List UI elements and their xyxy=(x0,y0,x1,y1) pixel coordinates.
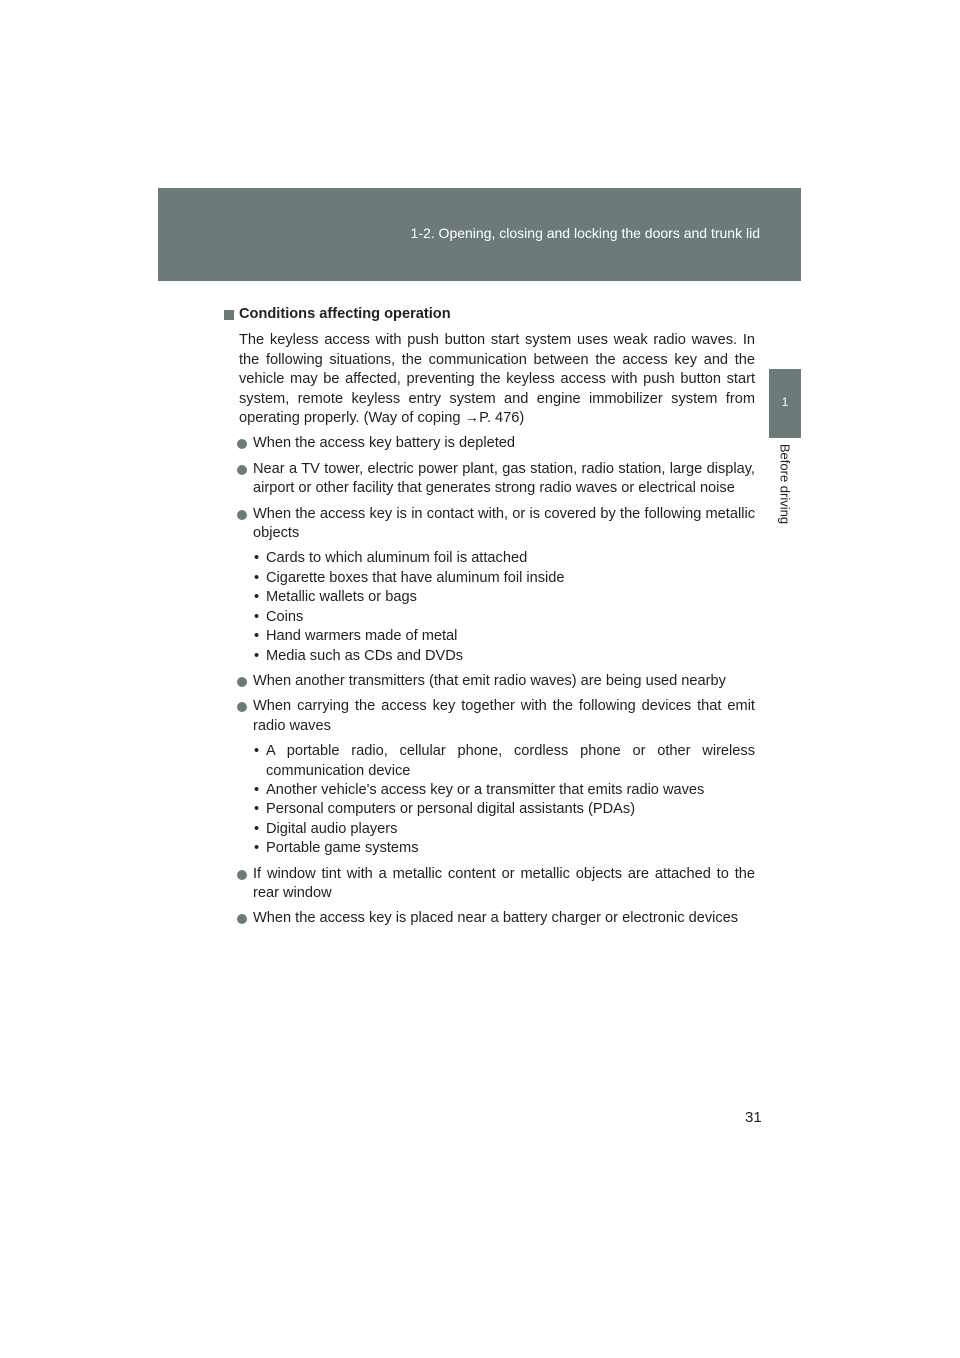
list-item xyxy=(224,909,755,928)
sub-list-item xyxy=(224,781,755,800)
sub-list-item xyxy=(224,839,755,858)
sub-list-item-text: Personal computers or personal digital assistants (PDAs) xyxy=(266,801,636,818)
intro-paragraph: The keyless access with push button start system uses weak radio waves. In the following situations, the communication between the access key and the vehicle may be affected, preventing the keyless access with push button start system, remote keyless entry system and engine immobilizer system from operating properly. (Way of coping →P. 476) xyxy=(239,332,755,427)
sub-list xyxy=(224,742,755,858)
circle-bullet-icon xyxy=(237,465,247,475)
section-title: 1-2. Opening, closing and locking the doors and trunk lid xyxy=(410,225,760,241)
chapter-tab xyxy=(769,369,801,438)
circle-bullet-icon xyxy=(237,677,247,687)
circle-bullet-icon xyxy=(237,914,247,924)
sub-list-item-text: Cards to which aluminum foil is attached xyxy=(266,550,528,567)
list-item xyxy=(224,460,755,499)
sub-list-item xyxy=(224,800,755,819)
bullet-dot-icon: • xyxy=(254,569,260,586)
list-item-text: Near a TV tower, electric power plant, gas station, radio station, large display, airport or other facility that generates strong radio waves or electrical noise xyxy=(253,460,755,497)
bullet-dot-icon: • xyxy=(254,608,260,625)
bullet-dot-icon: • xyxy=(254,781,260,798)
page-number: 31 xyxy=(745,1109,762,1126)
sub-list-item xyxy=(224,647,755,666)
sub-list-item xyxy=(224,627,755,646)
section-heading xyxy=(224,305,755,324)
list-item-text: When carrying the access key together with the following devices that emit radio waves xyxy=(253,698,755,734)
chapter-label: Before driving xyxy=(777,443,793,525)
circle-bullet-icon xyxy=(237,702,247,712)
sub-list-item-text: Coins xyxy=(266,608,304,625)
bullet-dot-icon: • xyxy=(254,743,260,760)
sub-list-item xyxy=(224,820,755,839)
page-content xyxy=(224,305,755,935)
bullet-dot-icon: • xyxy=(254,647,260,664)
list-item-text: If window tint with a metallic content or metallic objects are attached to the rear window xyxy=(253,865,755,901)
list-item xyxy=(224,697,755,736)
bullet-dot-icon: • xyxy=(254,589,260,606)
sub-list-item-text: Metallic wallets or bags xyxy=(266,589,417,606)
list-item-text: When another transmitters (that emit radio waves) are being used nearby xyxy=(253,672,726,689)
list-item-text: When the access key is in contact with, or is covered by the following metallic objects xyxy=(253,505,755,542)
list-item xyxy=(224,434,755,453)
bullet-dot-icon: • xyxy=(254,628,260,645)
sub-list-item xyxy=(224,569,755,588)
square-bullet-icon xyxy=(224,310,234,320)
section-heading-text: Conditions affecting operation xyxy=(239,306,451,322)
sub-list-item xyxy=(224,588,755,607)
circle-bullet-icon xyxy=(237,870,247,880)
sub-list-item-text: A portable radio, cellular phone, cordless phone or other wireless communication device xyxy=(266,743,755,779)
sub-list-item xyxy=(224,549,755,568)
sub-list-item-text: Another vehicle's access key or a transmitter that emits radio waves xyxy=(266,781,705,798)
chapter-number: 1 xyxy=(781,395,789,409)
list-item xyxy=(224,672,755,691)
list-item-text: When the access key is placed near a battery charger or electronic devices xyxy=(253,910,739,927)
sub-list-item-text: Cigarette boxes that have aluminum foil inside xyxy=(266,569,565,586)
sub-list-item-text: Hand warmers made of metal xyxy=(266,628,458,645)
bullet-dot-icon: • xyxy=(254,840,260,857)
list-item xyxy=(224,505,755,544)
condition-list xyxy=(224,434,755,928)
bullet-dot-icon: • xyxy=(254,550,260,567)
bullet-dot-icon: • xyxy=(254,801,260,818)
sub-list-item-text: Media such as CDs and DVDs xyxy=(266,647,464,664)
sub-list-item xyxy=(224,742,755,781)
sub-list xyxy=(224,549,755,665)
sub-list-item xyxy=(224,608,755,627)
circle-bullet-icon xyxy=(237,439,247,449)
header-band xyxy=(158,188,801,281)
list-item-text: When the access key battery is depleted xyxy=(253,435,516,452)
circle-bullet-icon xyxy=(237,510,247,520)
list-item xyxy=(224,865,755,904)
bullet-dot-icon: • xyxy=(254,820,260,837)
sub-list-item-text: Digital audio players xyxy=(266,820,398,837)
sub-list-item-text: Portable game systems xyxy=(266,840,419,857)
